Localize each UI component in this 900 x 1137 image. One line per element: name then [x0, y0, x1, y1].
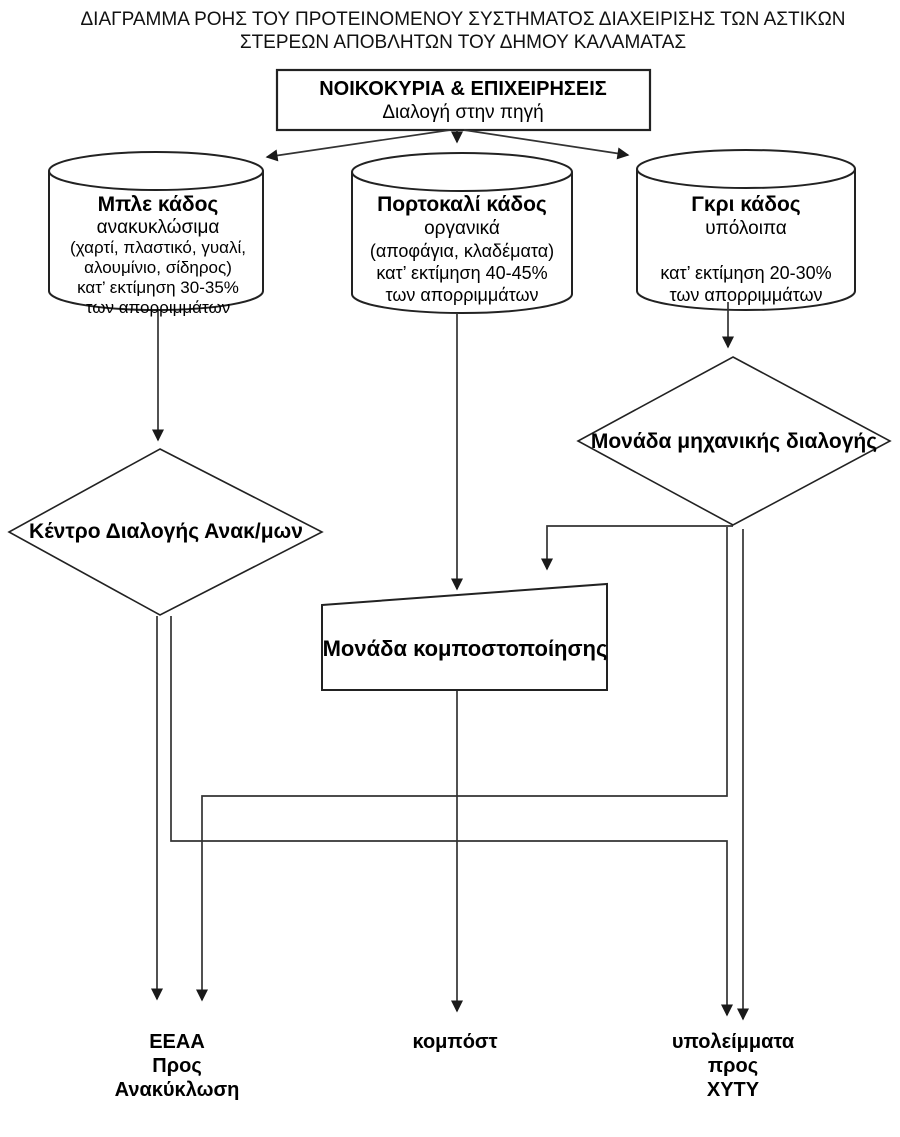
grey-bin: [660, 193, 831, 306]
blue-bin-top: [49, 152, 263, 190]
diagram-title: [80, 8, 845, 54]
output-recycling-line2: Προς: [152, 1055, 202, 1077]
output-recycling: [115, 1030, 240, 1102]
orange-bin-share: των απορριμμάτων: [385, 285, 539, 305]
orange-bin-content: οργανικά: [424, 218, 500, 239]
output-compost-line1: κομπόστ: [412, 1031, 498, 1053]
output-recycling-line3: Ανακύκλωση: [114, 1079, 240, 1101]
output-compost: [412, 1030, 497, 1054]
source-name: ΝΟΙΚΟΚΥΡΙΑ & ΕΠΙΧΕΙΡΗΣΕΙΣ: [319, 78, 607, 100]
arrow-source-to-grey-bin: [464, 130, 628, 155]
source-method: Διαλογή στην πηγή: [382, 102, 544, 123]
blue-bin: [70, 193, 246, 318]
orange-bin-detail1: (αποφάγια, κλαδέματα): [369, 241, 555, 261]
grey-bin-estimate: κατ’ εκτίμηση 20-30%: [660, 263, 832, 283]
blue-bin-name: Μπλε κάδος: [97, 193, 219, 216]
orange-bin-name: Πορτοκαλί κάδος: [377, 193, 547, 216]
arrow-mechanical-sorting-to-composting: [547, 526, 733, 569]
output-landfill-line2: προς: [707, 1055, 759, 1077]
blue-bin-detail1: (χαρτί, πλαστικό, γυαλί,: [70, 238, 246, 257]
output-landfill-line1: υπολείμματα: [671, 1031, 795, 1053]
grey-bin-share: των απορριμμάτων: [669, 285, 823, 305]
blue-bin-detail2: αλουμίνιο, σίδηρος): [84, 258, 232, 277]
orange-bin-top: [352, 153, 572, 191]
grey-bin-name: Γκρι κάδος: [691, 193, 801, 216]
sorting-center-label: Κέντρο Διαλογής Ανακ/μων: [29, 520, 303, 543]
blue-bin-content: ανακυκλώσιμα: [96, 217, 220, 238]
grey-bin-top: [637, 150, 855, 188]
orange-bin: [370, 193, 554, 306]
output-landfill: [672, 1030, 794, 1102]
blue-bin-estimate: κατ’ εκτίμηση 30-35%: [77, 278, 239, 297]
grey-bin-content: υπόλοιπα: [705, 218, 787, 239]
composting-label: Μονάδα κομποστοποίησης: [322, 636, 608, 661]
orange-bin-estimate: κατ’ εκτίμηση 40-45%: [376, 263, 548, 283]
diagram-title-line1: ΔΙΑΓΡΑΜΜΑ ΡΟΗΣ ΤΟΥ ΠΡΟΤΕΙΝΟΜΕΝΟΥ ΣΥΣΤΗΜΑΤΟΣ ΔΙΑΧΕΙΡΙΣΗΣ ΤΩΝ ΑΣΤΙΚΩΝ: [80, 9, 846, 30]
source-box: [319, 78, 607, 124]
arrow-source-to-blue-bin: [267, 130, 450, 157]
blue-bin-share: των απορριμμάτων: [85, 298, 231, 317]
diagram-title-line2: ΣΤΕΡΕΩΝ ΑΠΟΒΛΗΤΩΝ ΤΟΥ ΔΗΜΟΥ ΚΑΛΑΜΑΤΑΣ: [239, 32, 687, 53]
output-landfill-line3: ΧΥΤΥ: [706, 1079, 760, 1101]
mechanical-sorting-label: Μονάδα μηχανικής διαλογής: [590, 430, 878, 453]
output-recycling-line1: ΕΕΑΑ: [149, 1031, 205, 1053]
